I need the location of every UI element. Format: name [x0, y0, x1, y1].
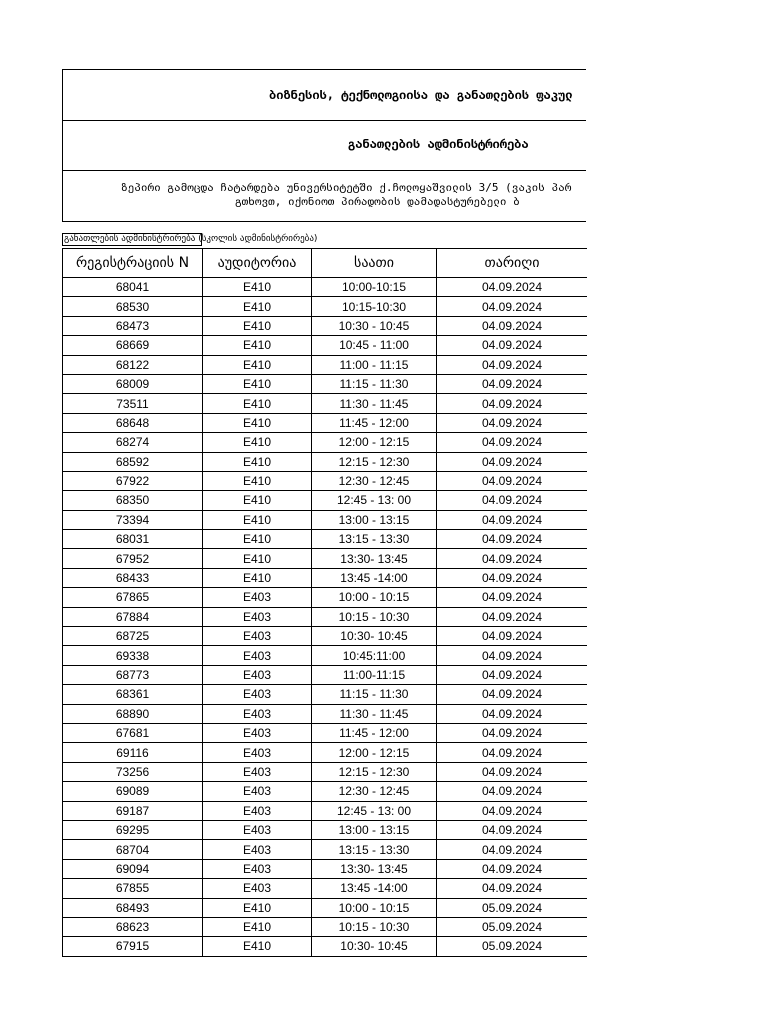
time-cell: 13:15 - 13:30	[312, 840, 437, 859]
time-cell: 10:00-10:15	[312, 278, 437, 297]
auditorium-cell: E410	[203, 374, 312, 393]
date-cell: 04.09.2024	[437, 452, 588, 471]
registration-number-cell: 68031	[63, 530, 203, 549]
auditorium-cell: E410	[203, 452, 312, 471]
date-cell: 04.09.2024	[437, 685, 588, 704]
auditorium-cell: E403	[203, 859, 312, 878]
date-cell: 04.09.2024	[437, 704, 588, 723]
column-auditorium: აუდიტორია	[203, 249, 312, 278]
table-row	[63, 549, 588, 568]
registration-number-cell: 68350	[63, 491, 203, 510]
registration-number-cell: 68274	[63, 433, 203, 452]
registration-number-cell: 67915	[63, 937, 203, 956]
date-cell: 04.09.2024	[437, 820, 588, 839]
auditorium-cell: E403	[203, 879, 312, 898]
table-row	[63, 568, 588, 587]
auditorium-cell: E410	[203, 898, 312, 917]
registration-number-cell: 68773	[63, 665, 203, 684]
document-header	[62, 69, 586, 222]
registration-number-cell: 68725	[63, 627, 203, 646]
registration-number-cell: 67922	[63, 471, 203, 490]
time-cell: 12:15 - 12:30	[312, 452, 437, 471]
time-cell: 11:30 - 11:45	[312, 704, 437, 723]
registration-number-cell: 67855	[63, 879, 203, 898]
time-cell: 11:00-11:15	[312, 665, 437, 684]
date-cell: 05.09.2024	[437, 937, 588, 956]
date-cell: 04.09.2024	[437, 859, 588, 878]
registration-number-cell: 67865	[63, 588, 203, 607]
table-row	[63, 355, 588, 374]
registration-number-cell: 68530	[63, 297, 203, 316]
auditorium-cell: E403	[203, 588, 312, 607]
auditorium-cell: E403	[203, 685, 312, 704]
time-cell: 10:45 - 11:00	[312, 336, 437, 355]
time-cell: 11:00 - 11:15	[312, 355, 437, 374]
registration-number-cell: 69116	[63, 743, 203, 762]
date-cell: 04.09.2024	[437, 879, 588, 898]
time-cell: 11:15 - 11:30	[312, 685, 437, 704]
time-cell: 11:45 - 12:00	[312, 413, 437, 432]
table-row	[63, 413, 588, 432]
time-cell: 10:30- 10:45	[312, 937, 437, 956]
column-registration-number: რეგისტრაციის N	[63, 249, 203, 278]
table-row	[63, 491, 588, 510]
date-cell: 04.09.2024	[437, 568, 588, 587]
date-cell: 04.09.2024	[437, 471, 588, 490]
time-cell: 13:30- 13:45	[312, 859, 437, 878]
registration-number-cell: 68648	[63, 413, 203, 432]
table-row	[63, 374, 588, 393]
table-row	[63, 510, 588, 529]
time-cell: 10:15 - 10:30	[312, 607, 437, 626]
table-row	[63, 433, 588, 452]
table-row	[63, 840, 588, 859]
time-cell: 11:15 - 11:30	[312, 374, 437, 393]
date-cell: 04.09.2024	[437, 723, 588, 742]
time-cell: 13:00 - 13:15	[312, 510, 437, 529]
auditorium-cell: E403	[203, 820, 312, 839]
auditorium-cell: E410	[203, 433, 312, 452]
time-cell: 12:30 - 12:45	[312, 471, 437, 490]
date-cell: 04.09.2024	[437, 355, 588, 374]
exam-location-note: ზეპირი გამოცდა ჩატარდება უნივერსიტეტში ქ.ჩოლოყაშვილის 3/5 (ვაკის პარ	[121, 181, 572, 194]
table-row	[63, 297, 588, 316]
auditorium-cell: E403	[203, 607, 312, 626]
date-cell: 04.09.2024	[437, 801, 588, 820]
registration-number-cell: 68493	[63, 898, 203, 917]
auditorium-cell: E403	[203, 627, 312, 646]
table-row	[63, 743, 588, 762]
time-cell: 11:30 - 11:45	[312, 394, 437, 413]
time-cell: 10:30- 10:45	[312, 627, 437, 646]
auditorium-cell: E410	[203, 549, 312, 568]
date-cell: 04.09.2024	[437, 374, 588, 393]
time-cell: 12:45 - 13: 00	[312, 491, 437, 510]
date-cell: 04.09.2024	[437, 607, 588, 626]
program-title: განათლების ადმინისტრირება	[348, 137, 529, 151]
registration-number-cell: 73394	[63, 510, 203, 529]
header-subtitle-box	[62, 121, 586, 171]
registration-number-cell: 68473	[63, 316, 203, 335]
time-cell: 11:45 - 12:00	[312, 723, 437, 742]
table-row	[63, 898, 588, 917]
registration-number-cell: 69187	[63, 801, 203, 820]
table-row	[63, 646, 588, 665]
auditorium-cell: E403	[203, 743, 312, 762]
auditorium-cell: E410	[203, 510, 312, 529]
time-cell: 12:00 - 12:15	[312, 433, 437, 452]
table-row	[63, 665, 588, 684]
table-row	[63, 879, 588, 898]
time-cell: 12:45 - 13: 00	[312, 801, 437, 820]
auditorium-cell: E410	[203, 336, 312, 355]
auditorium-cell: E403	[203, 801, 312, 820]
table-row	[63, 316, 588, 335]
table-row	[63, 917, 588, 936]
auditorium-cell: E410	[203, 568, 312, 587]
time-cell: 13:45 -14:00	[312, 879, 437, 898]
registration-number-cell: 68122	[63, 355, 203, 374]
auditorium-cell: E403	[203, 646, 312, 665]
auditorium-cell: E403	[203, 665, 312, 684]
auditorium-cell: E410	[203, 394, 312, 413]
registration-number-cell: 68669	[63, 336, 203, 355]
auditorium-cell: E410	[203, 297, 312, 316]
date-cell: 04.09.2024	[437, 297, 588, 316]
date-cell: 04.09.2024	[437, 549, 588, 568]
auditorium-cell: E410	[203, 491, 312, 510]
time-cell: 10:00 - 10:15	[312, 588, 437, 607]
time-cell: 12:00 - 12:15	[312, 743, 437, 762]
date-cell: 04.09.2024	[437, 782, 588, 801]
table-row	[63, 723, 588, 742]
date-cell: 04.09.2024	[437, 491, 588, 510]
header-title-box	[62, 69, 586, 121]
table-row	[63, 471, 588, 490]
registration-number-cell: 67952	[63, 549, 203, 568]
time-cell: 10:45:11:00	[312, 646, 437, 665]
auditorium-cell: E410	[203, 530, 312, 549]
table-row	[63, 704, 588, 723]
time-cell: 10:15-10:30	[312, 297, 437, 316]
auditorium-cell: E403	[203, 704, 312, 723]
table-row	[63, 588, 588, 607]
exam-schedule-table	[62, 248, 587, 957]
date-cell: 04.09.2024	[437, 530, 588, 549]
time-cell: 13:00 - 13:15	[312, 820, 437, 839]
program-tag: განათლების ადმინისტრირება (სკოლის ადმინისტრირება)	[64, 234, 318, 244]
date-cell: 04.09.2024	[437, 316, 588, 335]
auditorium-cell: E410	[203, 917, 312, 936]
table-row	[63, 336, 588, 355]
date-cell: 05.09.2024	[437, 898, 588, 917]
registration-number-cell: 68623	[63, 917, 203, 936]
registration-number-cell: 73256	[63, 762, 203, 781]
registration-number-cell: 69094	[63, 859, 203, 878]
time-cell: 13:45 -14:00	[312, 568, 437, 587]
auditorium-cell: E410	[203, 355, 312, 374]
registration-number-cell: 69338	[63, 646, 203, 665]
time-cell: 10:15 - 10:30	[312, 917, 437, 936]
auditorium-cell: E410	[203, 413, 312, 432]
date-cell: 04.09.2024	[437, 510, 588, 529]
registration-number-cell: 68041	[63, 278, 203, 297]
id-document-note: გთხოვთ, იქონიოთ პირადობის დამადასტურებელი ბ	[235, 195, 520, 208]
table-row	[63, 782, 588, 801]
registration-number-cell: 68704	[63, 840, 203, 859]
table-row	[63, 820, 588, 839]
table-row	[63, 607, 588, 626]
time-cell: 10:00 - 10:15	[312, 898, 437, 917]
date-cell: 04.09.2024	[437, 413, 588, 432]
date-cell: 04.09.2024	[437, 646, 588, 665]
date-cell: 04.09.2024	[437, 278, 588, 297]
registration-number-cell: 68009	[63, 374, 203, 393]
date-cell: 04.09.2024	[437, 588, 588, 607]
table-row	[63, 452, 588, 471]
table-row	[63, 762, 588, 781]
auditorium-cell: E410	[203, 937, 312, 956]
time-cell: 10:30 - 10:45	[312, 316, 437, 335]
date-cell: 04.09.2024	[437, 627, 588, 646]
faculty-title: ბიზნესის, ტექნოლოგიისა და განათლების ფაკულ	[269, 88, 573, 102]
column-time: საათი	[312, 249, 437, 278]
table-header-row	[63, 249, 588, 278]
registration-number-cell: 68890	[63, 704, 203, 723]
column-date: თარიღი	[437, 249, 588, 278]
date-cell: 04.09.2024	[437, 743, 588, 762]
header-note-box	[62, 171, 586, 222]
registration-number-cell: 68592	[63, 452, 203, 471]
date-cell: 04.09.2024	[437, 665, 588, 684]
date-cell: 04.09.2024	[437, 762, 588, 781]
table-row	[63, 859, 588, 878]
registration-number-cell: 69089	[63, 782, 203, 801]
auditorium-cell: E403	[203, 840, 312, 859]
time-cell: 12:15 - 12:30	[312, 762, 437, 781]
time-cell: 12:30 - 12:45	[312, 782, 437, 801]
table-row	[63, 530, 588, 549]
table-row	[63, 394, 588, 413]
date-cell: 04.09.2024	[437, 840, 588, 859]
table-row	[63, 801, 588, 820]
date-cell: 04.09.2024	[437, 433, 588, 452]
date-cell: 04.09.2024	[437, 336, 588, 355]
date-cell: 04.09.2024	[437, 394, 588, 413]
time-cell: 13:15 - 13:30	[312, 530, 437, 549]
registration-number-cell: 73511	[63, 394, 203, 413]
auditorium-cell: E403	[203, 762, 312, 781]
registration-number-cell: 68361	[63, 685, 203, 704]
time-cell: 13:30- 13:45	[312, 549, 437, 568]
registration-number-cell: 68433	[63, 568, 203, 587]
auditorium-cell: E403	[203, 723, 312, 742]
table-row	[63, 627, 588, 646]
auditorium-cell: E410	[203, 278, 312, 297]
table-row	[63, 937, 588, 956]
registration-number-cell: 67681	[63, 723, 203, 742]
date-cell: 05.09.2024	[437, 917, 588, 936]
table-row	[63, 685, 588, 704]
auditorium-cell: E410	[203, 471, 312, 490]
registration-number-cell: 67884	[63, 607, 203, 626]
registration-number-cell: 69295	[63, 820, 203, 839]
table-row	[63, 278, 588, 297]
auditorium-cell: E410	[203, 316, 312, 335]
auditorium-cell: E403	[203, 782, 312, 801]
